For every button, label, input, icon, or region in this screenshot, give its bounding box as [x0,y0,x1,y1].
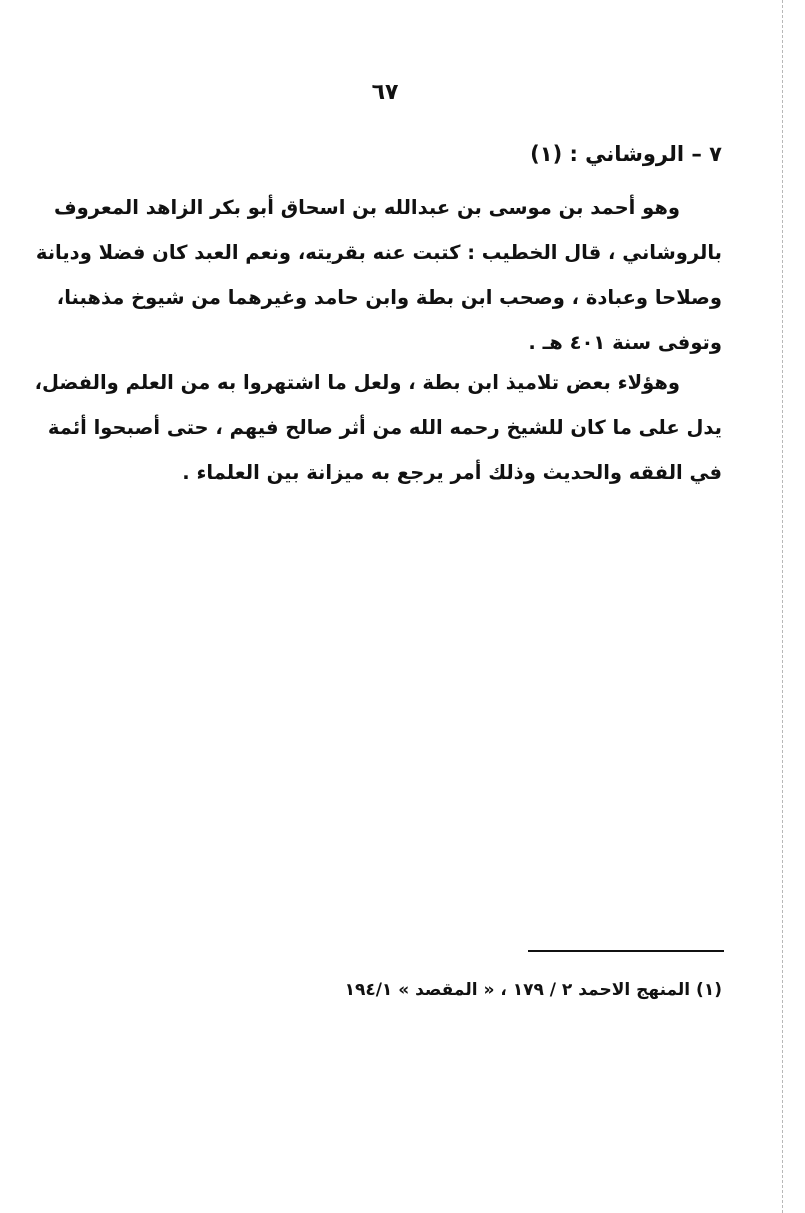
page-number: ٦٧ [371,80,399,105]
section-heading: ٧ – الروشاني : (١) [530,142,722,166]
footnote: (١) المنهج الاحمد ٢ / ١٧٩ ، « المقصد » ١٩٤/١ [344,980,722,1000]
paragraph-line: وتوفى سنة ٤٠١ هـ . [528,331,722,354]
paragraph-line: في الفقه والحديث وذلك أمر يرجع به ميزانة بين العلماء . [182,461,722,484]
paragraph-line: بالروشاني ، قال الخطيب : كتبت عنه بقريته، ونعم العبد كان فضلا وديانة [35,241,722,264]
paragraph-line: يدل على ما كان للشيخ رحمه الله من أثر صالح فيهم ، حتى أصبحوا أئمة [47,416,722,439]
paragraph-line: وهو أحمد بن موسى بن عبدالله بن اسحاق أبو بكر الزاهد المعروف [53,196,680,219]
paragraph-students [34,360,722,495]
page-edge-line [782,0,783,1213]
paragraph-biography [35,185,722,365]
paragraph-line: وصلاحا وعبادة ، وصحب ابن بطة وابن حامد وغيرهما من شيوخ مذهبنا، [56,286,722,309]
paragraph-line: وهؤلاء بعض تلاميذ ابن بطة ، ولعل ما اشتهروا به من العلم والفضل، [34,371,680,394]
footnote-divider [528,950,724,952]
